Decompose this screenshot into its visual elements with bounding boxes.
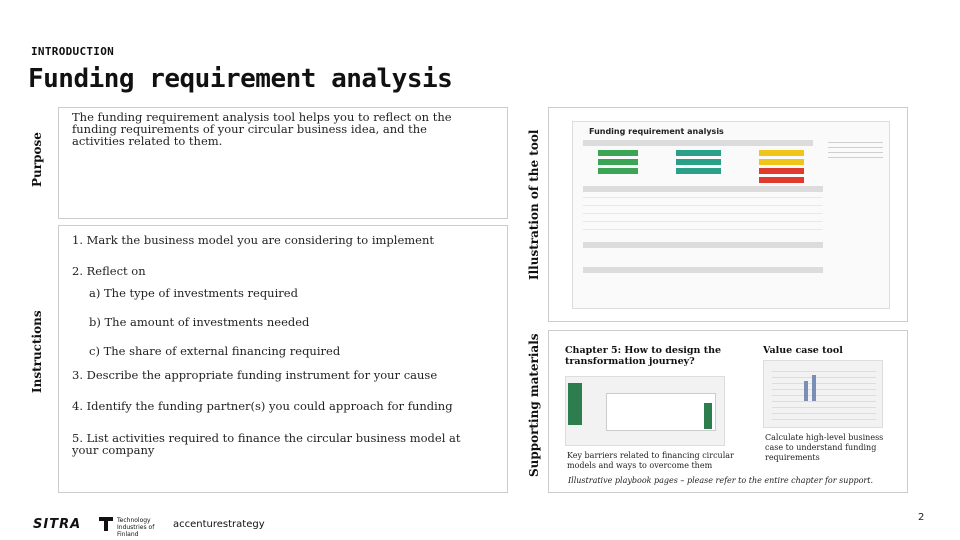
worksheet-cell	[676, 168, 721, 174]
worksheet-bar	[583, 140, 813, 146]
instructions-label: Instructions	[30, 310, 44, 393]
tool-title: Value case tool	[763, 345, 843, 356]
section-label: INTRODUCTION	[31, 45, 115, 58]
tool-description: Calculate high-level business case to understand funding requirements	[765, 433, 884, 462]
thumb-table	[772, 371, 876, 421]
worksheet-side-note	[828, 142, 883, 162]
playbook-note: Illustrative playbook pages – please refer to the entire chapter for support.	[568, 476, 874, 485]
worksheet-bar	[583, 267, 823, 273]
sitra-logo: SITRA	[33, 517, 82, 532]
chapter-description: Key barriers related to financing circular models and ways to overcome them	[567, 451, 734, 470]
supporting-label: Supporting materials	[527, 333, 541, 477]
tool-thumbnail	[763, 360, 883, 428]
step-2c: c) The share of external financing required	[89, 344, 341, 358]
purpose-text: The funding requirement analysis tool helps you to reflect on the funding requirements of your circular business idea, and the activities related to them.	[72, 110, 452, 148]
chapter-title: Chapter 5: How to design the transformation journey?	[565, 345, 722, 367]
illustration-label: Illustration of the tool	[527, 129, 541, 280]
worksheet-cell	[598, 168, 638, 174]
worksheet-cell	[759, 159, 804, 165]
worksheet-title: Funding requirement analysis	[589, 127, 724, 136]
worksheet-cell	[759, 168, 804, 174]
page-number: 2	[918, 512, 925, 523]
accenture-logo: accenturestrategy	[173, 519, 265, 530]
worksheet-rows	[583, 197, 823, 237]
worksheet-cell	[759, 177, 804, 183]
step-2b: b) The amount of investments needed	[89, 315, 310, 329]
chapter-thumbnail	[565, 376, 725, 446]
worksheet-bar	[583, 186, 823, 192]
step-5: 5. List activities required to finance the circular business model at your company	[72, 431, 461, 457]
worksheet-cell	[598, 159, 638, 165]
worksheet-bar	[583, 242, 823, 248]
thumb-sidebar	[568, 383, 582, 425]
thumb-page	[606, 393, 716, 431]
purpose-label: Purpose	[30, 132, 44, 187]
worksheet-cell	[676, 150, 721, 156]
step-2a: a) The type of investments required	[89, 286, 298, 300]
thumb-bar	[704, 403, 712, 429]
worksheet-preview	[572, 121, 890, 309]
step-3: 3. Describe the appropriate funding instrument for your cause	[72, 368, 438, 382]
technology-industries-icon	[99, 517, 113, 531]
step-4: 4. Identify the funding partner(s) you could approach for funding	[72, 399, 453, 413]
worksheet-cell	[676, 159, 721, 165]
thumb-bar	[804, 381, 808, 401]
step-2: 2. Reflect on	[72, 264, 146, 278]
thumb-bar	[812, 375, 816, 401]
worksheet-cell	[598, 150, 638, 156]
technology-industries-logo: Technology Industries of Finland	[117, 517, 155, 538]
step-1: 1. Mark the business model you are considering to implement	[72, 233, 434, 247]
worksheet-cell	[759, 150, 804, 156]
page-title: Funding requirement analysis	[28, 64, 453, 94]
